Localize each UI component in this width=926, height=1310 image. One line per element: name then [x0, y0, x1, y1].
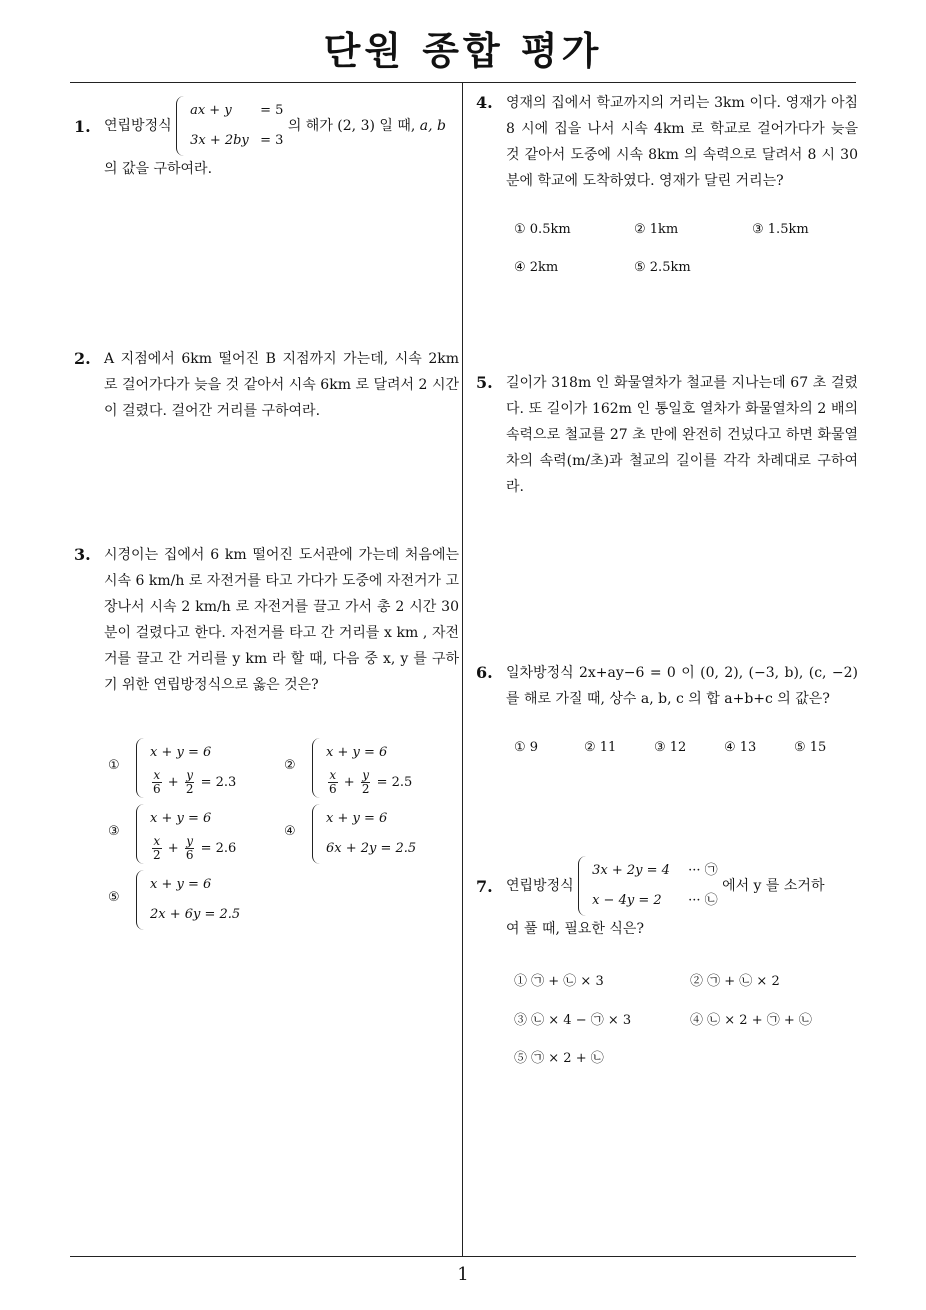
options-row — [514, 970, 780, 989]
option-2[interactable]: ② 1km — [634, 222, 679, 237]
option-4[interactable]: ④ 2km — [514, 260, 559, 275]
question-2 — [74, 346, 459, 424]
option-5[interactable]: ⑤ 15 — [794, 740, 827, 755]
option-5[interactable]: ⑤ x + y = 6 2x + 6y = 2.5 — [108, 870, 240, 930]
question-number: 3. — [74, 545, 91, 564]
option-3[interactable]: ③ x + y = 6 $\frac{x}{2}$ + $\frac{y}{6}$ = 2.6 — [108, 804, 236, 864]
question-number: 1. — [74, 117, 91, 136]
option-1[interactable]: ① ㉠ + ㉡ × 3 — [514, 974, 604, 989]
question-text: 시경이는 집에서 6 km 떨어진 도서관에 가는데 처음에는 시속 6 km/h 로 자전거를 타고 가다가 도중에 자전거가 고장나서 시속 2 km/h 로 자전거를 끌고 가서 총 2 시간 30 분이 걸렸다고 한다. 자전거를 타고 간 거리를 x km , 자전거를 끌고 간 거리를 y km 라 할 때, 다음 중 x, y 를 구하기 위한 연립방정식으로 옳은 것은? — [104, 547, 459, 693]
q1-suffix: 의 해가 (2, 3) 일 때, — [287, 118, 420, 134]
equation-row: 3x + 2by = 3 — [190, 133, 284, 148]
option-1[interactable]: ① 0.5km — [514, 222, 571, 237]
question-text: 일차방정식 2x+ay−6 = 0 이 (0, 2), (−3, b), (c, −2) 를 해로 가질 때, 상수 a, b, c 의 합 a+b+c 의 값은? — [506, 665, 858, 707]
question-text: 영재의 집에서 학교까지의 거리는 3km 이다. 영재가 아침 8 시에 집을 나서 시속 4km 로 학교로 걸어가다가 늦을 것 같아서 도중에 시속 8km 의 속력으로 달려서 8 시 30 분에 학교에 도착하였다. 영재가 달린 거리는? — [506, 95, 858, 189]
brace — [176, 96, 187, 156]
options-row — [514, 1009, 812, 1028]
question-5 — [476, 370, 858, 500]
equation-system — [176, 96, 283, 156]
option-4[interactable]: ④ 13 — [724, 740, 757, 755]
column-divider — [462, 82, 463, 1257]
question-7 — [476, 856, 858, 942]
options-row — [514, 260, 691, 275]
option-4[interactable]: ④ x + y = 6 6x + 2y = 2.5 — [284, 804, 416, 864]
bottom-divider — [70, 1256, 856, 1257]
option-5[interactable]: ⑤ 2.5km — [634, 260, 691, 275]
question-number: 4. — [476, 93, 493, 112]
question-number: 6. — [476, 663, 493, 682]
options-row — [514, 740, 826, 755]
q7-suffix: 에서 y 를 소거하 — [722, 878, 825, 894]
question-text: A 지점에서 6km 떨어진 B 지점까지 가는데, 시속 2km 로 걸어가다가 늦을 것 같아서 시속 6km 로 달려서 2 시간이 걸렸다. 걸어간 거리를 구하여라. — [104, 351, 459, 419]
page-number: 1 — [457, 1264, 469, 1285]
option-3[interactable]: ③ 12 — [654, 740, 687, 755]
question-number: 2. — [74, 349, 91, 368]
page-title: 단원 종합 평가 — [323, 29, 603, 73]
q1-prefix: 연립방정식 — [104, 118, 172, 134]
options-row — [514, 1047, 604, 1066]
equation-row: ax + y = 5 — [190, 103, 284, 118]
top-divider — [70, 82, 856, 83]
option-2[interactable]: ② x + y = 6 $\frac{x}{6}$ + $\frac{y}{2}$ = 2.5 — [284, 738, 412, 798]
option-2[interactable]: ② ㉠ + ㉡ × 2 — [690, 974, 780, 989]
options-row — [514, 222, 809, 237]
option-4[interactable]: ④ ㉡ × 2 + ㉠ + ㉡ — [690, 1013, 812, 1028]
option-3[interactable]: ③ 1.5km — [752, 222, 809, 237]
q1-line2: 의 값을 구하여라. — [104, 161, 213, 177]
option-1[interactable]: ① x + y = 6 $\frac{x}{6}$ + $\frac{y}{2}$ = 2.3 — [108, 738, 236, 798]
option-5[interactable]: ⑤ ㉠ × 2 + ㉡ — [514, 1051, 604, 1066]
question-3 — [74, 542, 459, 698]
question-4 — [476, 90, 858, 194]
option-3[interactable]: ③ ㉡ × 4 − ㉠ × 3 — [514, 1013, 632, 1028]
q7-line2: 여 풀 때, 필요한 식은? — [506, 921, 644, 937]
question-text: 길이가 318m 인 화물열차가 철교를 지나는데 67 초 걸렸다. 또 길이가 162m 인 통일호 열차가 화물열차의 2 배의 속력으로 철교를 27 초 만에 완전히 건넜다고 하면 화물열차의 속력(m/초)과 철교의 길이를 각각 차례대로 구하여라. — [506, 375, 858, 495]
option-1[interactable]: ① 9 — [514, 740, 539, 755]
equation-system: 3x + 2y = 4 ··· ㉠ x − 4y = 2 ··· ㉡ — [578, 856, 718, 916]
question-6 — [476, 660, 858, 712]
question-number: 5. — [476, 373, 493, 392]
option-2[interactable]: ② 11 — [584, 740, 617, 755]
q7-prefix: 연립방정식 — [506, 878, 574, 894]
question-number: 7. — [476, 877, 493, 896]
question-1: 1. 연립방정식 ax + y = 5 3x + 2by = 3 의 해가 (2, 3) 일 때, a, b 의 값을 구하여라. — [74, 96, 459, 182]
